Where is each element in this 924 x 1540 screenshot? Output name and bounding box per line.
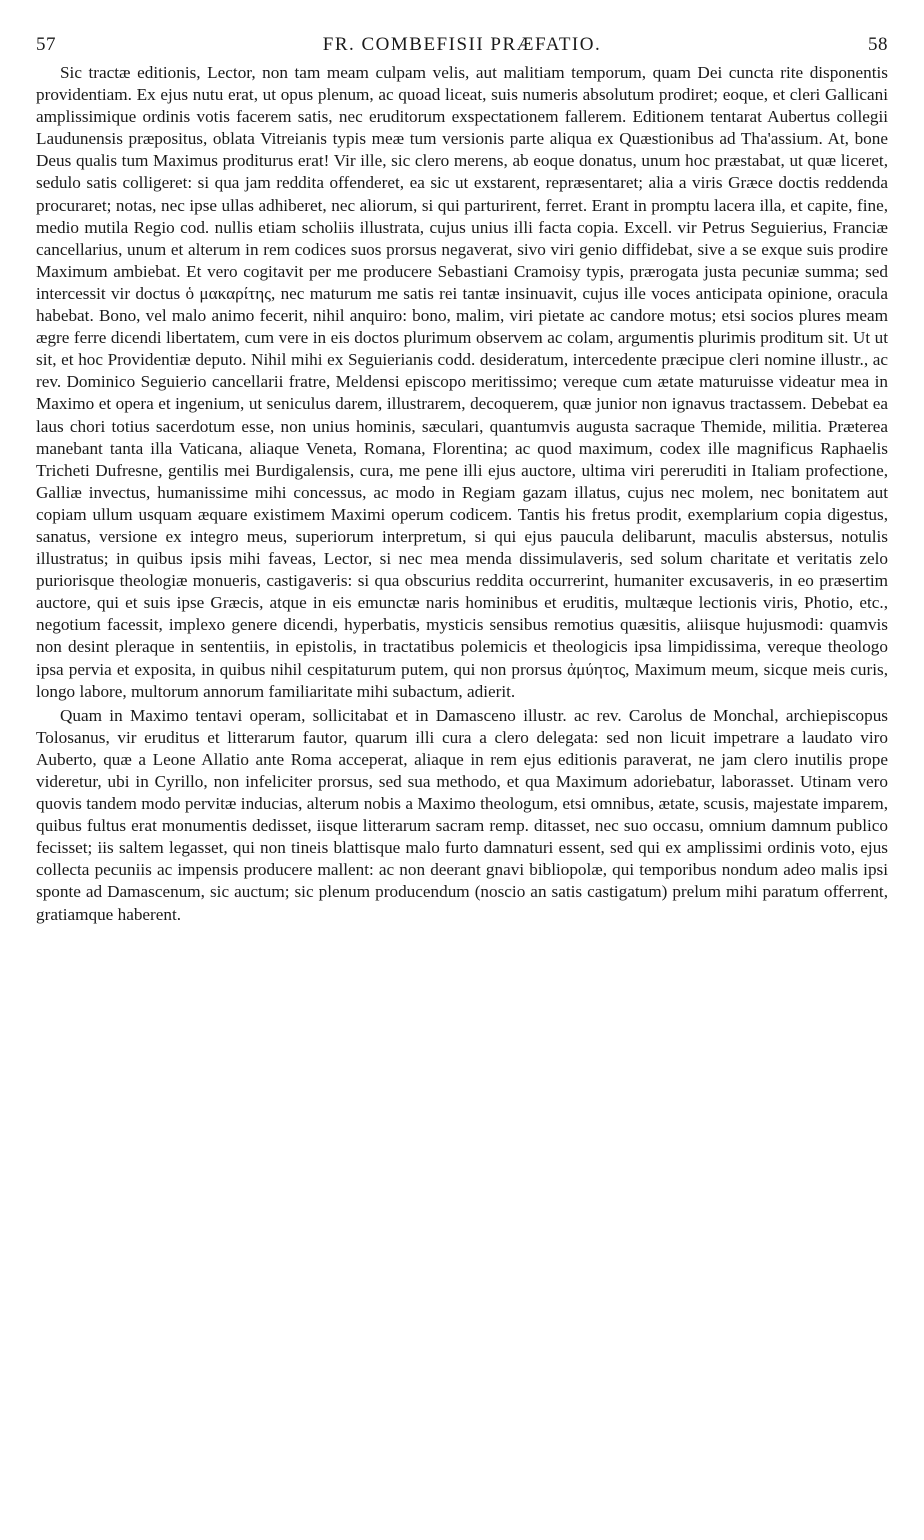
running-header: [36, 34, 888, 60]
paragraph-2: Quam in Maximo tentavi operam, sollicitabat et in Damasceno illustr. ac rev. Carolus de Monchal, archiepiscopus Tolosanus, vir eruditus et litterarum fautor, quarum illi cura a clero delegata: sed non licuit impetrare a laudato viro Auberto, quæ a Leone Allatio ante Roma acceperat, aliaque in rem ejus editionis paraverat, ne jam clero inutilis prope videretur, ubi in Cyrillo, non infeliciter prorsus, sed sua methodo, et qua Maximum adoriebatur, laborasset. Utinam vero quovis tandem modo pervitæ inducias, alterum nobis a Maximo theologum, etsi omnibus, ætate, scusis, majestate imparem, quibus fultus erat monumentis dedisset, iisque litterarum sacram remp. ditasset, nec suo occasu, omnium damnum publico fecisset; iis saltem legasset, qui non tineis blattisque malo furto damnaturi essent, sed qui ex amplissimi ordinis voto, ejus collecta pecuniis ac impensis producere mallent: ac non deerant gnavi bibliopolæ, qui temporibus nondum adeo malis ipsi sponte ad Damascenum, sic auctum; sic plenum producendum (noscio an satis castigatum) prelum mihi paratum offerrent, gratiamque haberent.: [36, 705, 888, 924]
page-number-right: 58: [867, 34, 888, 55]
text-body: [36, 62, 888, 926]
running-title: FR. COMBEFISII PRÆFATIO.: [322, 34, 602, 55]
paragraph-1: Sic tractæ editionis, Lector, non tam meam culpam velis, aut malitiam temporum, quam Dei cuncta rite disponentis providentiam. Ex ejus nutu erat, ut opus plenum, ac quoad liceat, suis numeris absolutum prodiret; eoque, et cleri Gallicani amplissimique ordinis votis facerem satis, nec eruditorum exspectationem fallerem. Editionem tentarat Aubertus collegii Laudunensis præpositus, oblata Vitreianis typis meæ tum versionis parte aliqua ex Quæstionibus ad Tha'assium. At, bone Deus qualis tum Maximus proditurus erat! Vir ille, sic clero merens, ab eoque donatus, unum hoc præstabat, ut quæ liceret, sedulo satis colligeret: si qua jam reddita offenderet, ea sic ut exstarent, repræsentaret; alia a viris Græce doctis reddenda procuraret; notas, nec ipse ullas adhiberet, nec aliorum, si qui parturirent, ferret. Erant in promptu lacera illa, et capite, fine, medio mutila Regio cod. nullis etiam scholiis illustrata, cujus unius illi facta copia. Excell. vir Petrus Seguierius, Franciæ cancellarius, unum et alterum in rem codices suos prorsus negaverat, sivo viri genio diffidebat, sive a se exque suis prodire Maximum ambiebat. Et vero cogitavit per me producere Sebastiani Cramoisy typis, prærogata justa pecuniæ summa; sed intercessit vir doctus ὁ μακαρίτης, nec maturum me satis rei tantæ insinuavit, cujus ille voces anticipata opinione, oracula habebat. Bono, vel malo animo fecerit, nihil anquiro: bono, malim, viri pietate ac candore motus; etsi socios plures meam ægre ferre dicendi libertatem, cum vere in eis doctos plurimum observem ac colam, argumentis plurimis proditum sit. Ut ut sit, et hoc Providentiæ deputo. Nihil mihi ex Seguierianis codd. desideratum, intercedente præcipue cleri nomine illustr., ac rev. Dominico Seguierio cancellarii fratre, Meldensi episcopo meritissimo; vereque cum ætate maturuisse videatur mea in Maximo et opera et ingenium, ut seniculus darem, illustrarem, decoquerem, quæ junior non ignavus tractassem. Debebat ea laus chori totius sacerdotum esse, non unius hominis, sæculari, quantumvis augusta sacraque Themide, militia. Præterea manebant tanta illa Vaticana, aliaque Veneta, Romana, Florentina; ac quod maximum, codex ille magnificus Raphaelis Tricheti Dufresne, gentilis mei Burdigalensis, cura, me pene illi ejus auctore, ultima viri pereruditi in Italiam profectione, Galliæ invectus, humanissime mihi concessus, ac modo in Regiam gazam illatus, cujus nec molem, nec bonitatem aut copiam ullum usquam æquare existimem Maximi operum codicem. Tantis his fretus prodit, exemplarium copia digestus, sanatus, versione ex integro meus, superiorum interpretum, si qui ejus paucula delibarunt, maculis abstersus, notulis illustratus; in quibus ipsis mihi faveas, Lector, si nec mea menda dissimulaveris, sed solum charitate et veritatis zelo puriorisque theologiæ monueris, castigaveris: si qua obscurius reddita occurrerint, humaniter excusaveris, in eo præsertim auctore, qui et suis ipse Græcis, atque in eis emunctæ naris hominibus et eruditis, multæque lectionis viris, Photio, etc., negotium facessit, implexo genere dicendi, hyperbatis, mysticis sensibus remotius quæsitis, aliisque hujusmodi: quamvis non desint pleraque in sententiis, in epistolis, in tractatibus polemicis et theologicis ipsa limpidissima, vereque theologo ipsa pervia et exposita, in quibus nihil cespitaturum putem, qui non prorsus ἀμύητος, Maximum meum, sicque meis curis, longo labore, multorum annorum familiaritate mihi subactum, adierit.: [36, 63, 888, 701]
page-number-left: 57: [36, 34, 56, 55]
